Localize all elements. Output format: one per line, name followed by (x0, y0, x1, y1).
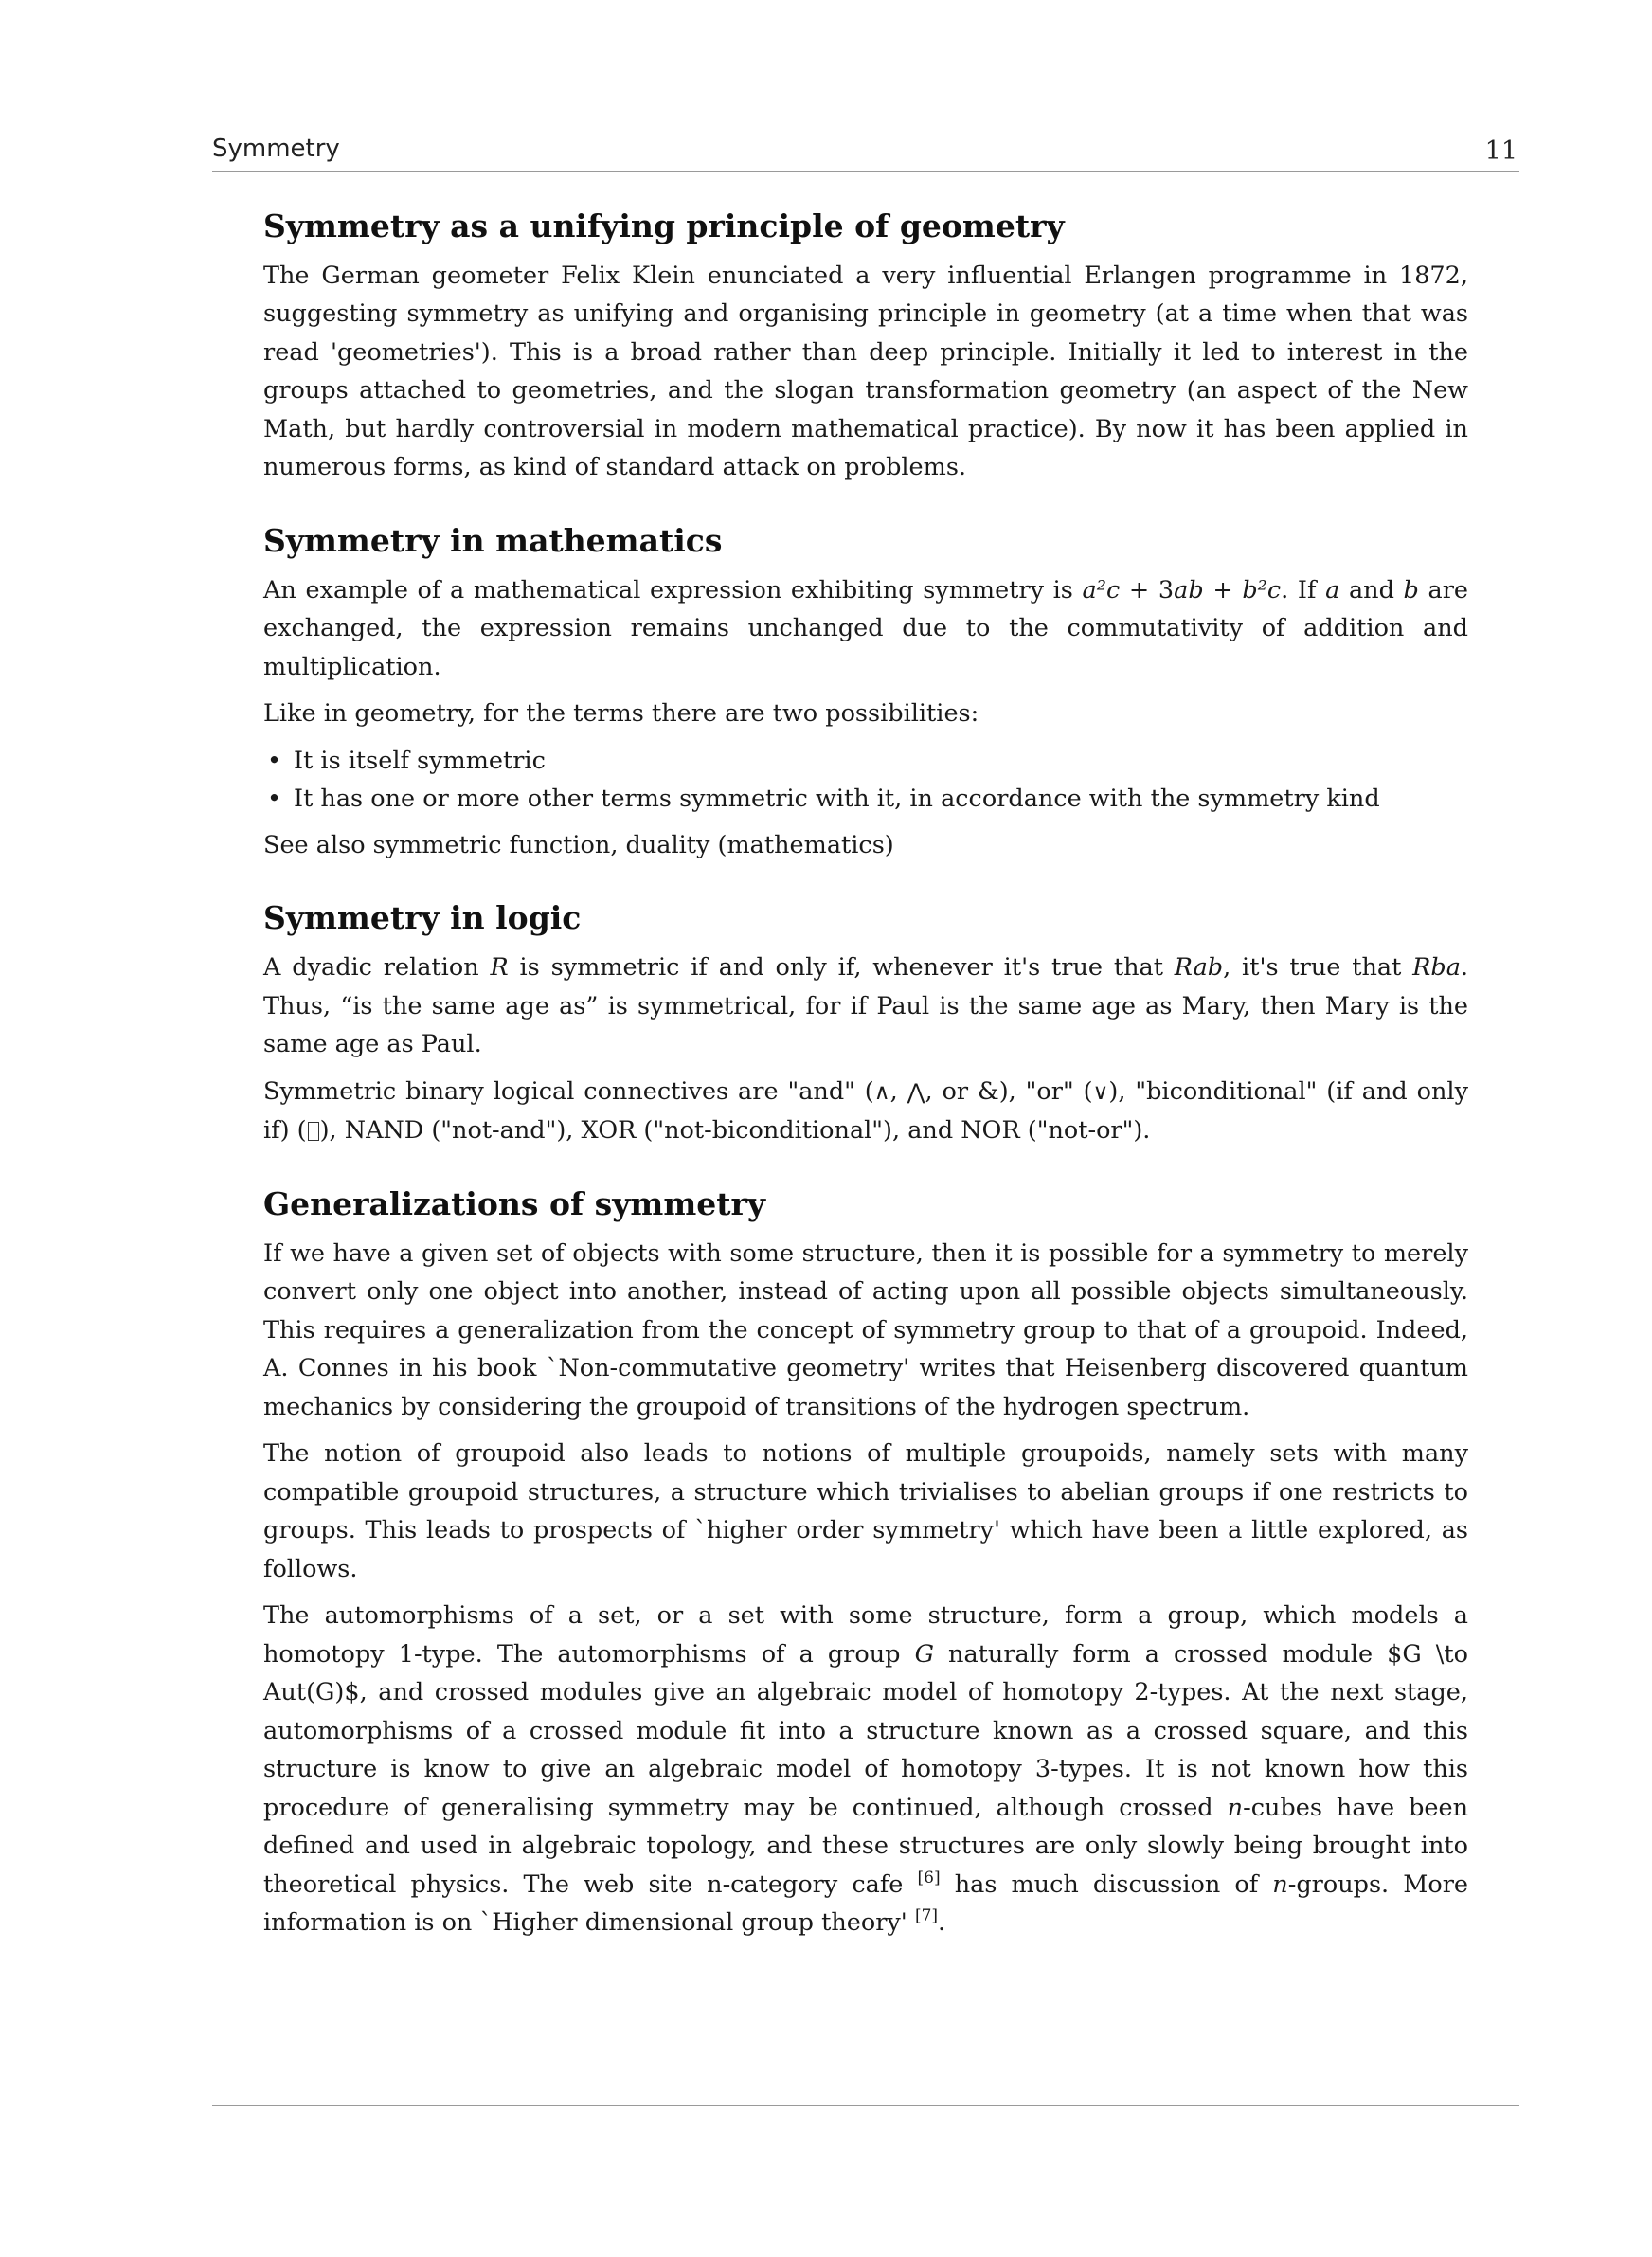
text-run: The automorphisms of a set, or a set with some structure, form a group, which models a homotopy 1-type. The automorphisms of a group (263, 1601, 1468, 1669)
bullet-list (263, 742, 1468, 818)
text-run: are exchanged, the expression remains unchanged due to the commutativity of addition and multiplication. (263, 575, 1469, 681)
text-run: ), "biconditional" (if and only if) ( (263, 1076, 1468, 1146)
math-term: ab (1174, 575, 1204, 605)
math-variable: a (1325, 575, 1340, 605)
math-term: Rba (1412, 953, 1461, 983)
section-generalizations (263, 1184, 1468, 1942)
section-heading: Symmetry in logic (263, 899, 582, 937)
math-variable: n (1227, 1793, 1244, 1822)
paragraph: The German geometer Felix Klein enunciated a very influential Erlangen programme in 1872, suggesting symmetry as unifying and organising principle in geometry (at a time when that was read 'geometries'). This is a broad rather than deep principle. Initially it led to interest in the groups attached to geometries, and the slogan transformation geometry (an aspect of the New Math, but hardly controversial in modern mathematical practice). By now it has been applied in numerous forms, as kind of standard attack on problems. (263, 261, 1468, 482)
math-variable: R (490, 953, 509, 983)
math-variable: n (1272, 1869, 1288, 1899)
text-run: A dyadic relation (263, 953, 491, 983)
paragraph (263, 1597, 1468, 1942)
paragraph: The notion of groupoid also leads to notions of multiple groupoids, namely sets with many compatible groupoid structures, a structure which trivialises to abelian groups if one restricts to groups. This leads to prospects of `higher order symmetry' which have been a little explored, as follows. (263, 1439, 1468, 1583)
text-run: . If (1281, 575, 1326, 605)
text-run: , (889, 1076, 907, 1106)
paragraph: Like in geometry, for the terms there are two possibilities: (263, 699, 979, 729)
section-mathematics (263, 521, 1468, 864)
page-content (263, 207, 1468, 1977)
footer-rule (212, 2105, 1519, 2106)
text-run: . (938, 1908, 946, 1938)
text-run: An example of a mathematical expression exhibiting symmetry is (263, 575, 1083, 605)
paragraph: If we have a given set of objects with some structure, then it is possible for a symmetry to merely convert only one object into another, instead of acting upon all possible objects simultaneously. This requires a generalization from the concept of symmetry group to that of a groupoid. Indeed, A. Connes in his book `Non-commutative geometry' writes that Heisenberg discovered quantum mechanics by considering the groupoid of transitions of the hydrogen spectrum. (263, 1238, 1468, 1421)
section-logic (263, 898, 1468, 1149)
running-title: Symmetry (212, 135, 340, 163)
logical-or-symbol: ∨ (1092, 1079, 1109, 1105)
running-header (212, 133, 1519, 172)
text-run: -cubes have been defined and used in algebraic topology, and these structures are only slowly being brought into theoretical physics. The web site n-category cafe (263, 1793, 1468, 1899)
text-run: and (1339, 575, 1404, 605)
list-item: • It is itself symmetric (263, 742, 1468, 780)
math-variable: b (1403, 575, 1419, 605)
missing-glyph-icon (308, 1122, 319, 1141)
logical-wedge-symbol: ⋀ (907, 1079, 925, 1105)
text-run: + 3 (1120, 575, 1175, 605)
math-term: Rab (1174, 953, 1224, 983)
logical-and-symbol: ∧ (873, 1079, 890, 1105)
paragraph (263, 948, 1468, 1064)
text-run: . Thus, “is the same age as” is symmetrical, for if Paul is the same age as Mary, then Mary is the same age as Paul. (263, 953, 1469, 1059)
section-heading: Generalizations of symmetry (263, 1184, 766, 1222)
section-heading: Symmetry in mathematics (263, 521, 723, 559)
citation-ref[interactable]: [7] (914, 1906, 939, 1926)
page-number: 11 (1484, 136, 1517, 166)
text-run: has much discussion of (940, 1869, 1273, 1899)
paragraph: See also symmetric function, duality (mathematics) (263, 830, 894, 859)
text-run: Symmetric binary logical connectives are "and" ( (263, 1076, 874, 1106)
section-geometry (263, 207, 1468, 487)
text-run: naturally form a crossed module $G \to Aut(G)$, and crossed modules give an algebraic model of homotopy 2-types. At the next stage, automorphisms of a crossed module fit into a structure known as a crossed square, and this structure is know to give an algebraic model of homotopy 3-types. It is not known how this procedure of generalising symmetry may be continued, although crossed (263, 1639, 1468, 1822)
math-term: b²c (1242, 575, 1282, 605)
math-variable: G (914, 1639, 934, 1669)
section-heading: Symmetry as a unifying principle of geometry (263, 208, 1065, 244)
paragraph (263, 571, 1468, 687)
math-term: a²c (1082, 575, 1121, 605)
paragraph (263, 1073, 1468, 1150)
text-run: + (1203, 575, 1243, 605)
text-run: is symmetric if and only if, whenever it's true that (508, 953, 1175, 983)
text-run: ), NAND ("not-and"), XOR ("not-biconditional"), and NOR ("not-or"). (319, 1116, 1151, 1146)
list-item: • It has one or more other terms symmetric with it, in accordance with the symmetry kind (263, 780, 1468, 818)
text-run: , or &), "or" ( (925, 1076, 1093, 1106)
text-run: -groups. More information is on `Higher dimensional group theory' (263, 1869, 1468, 1938)
citation-ref[interactable]: [6] (917, 1868, 941, 1887)
text-run: , it's true that (1223, 953, 1413, 983)
